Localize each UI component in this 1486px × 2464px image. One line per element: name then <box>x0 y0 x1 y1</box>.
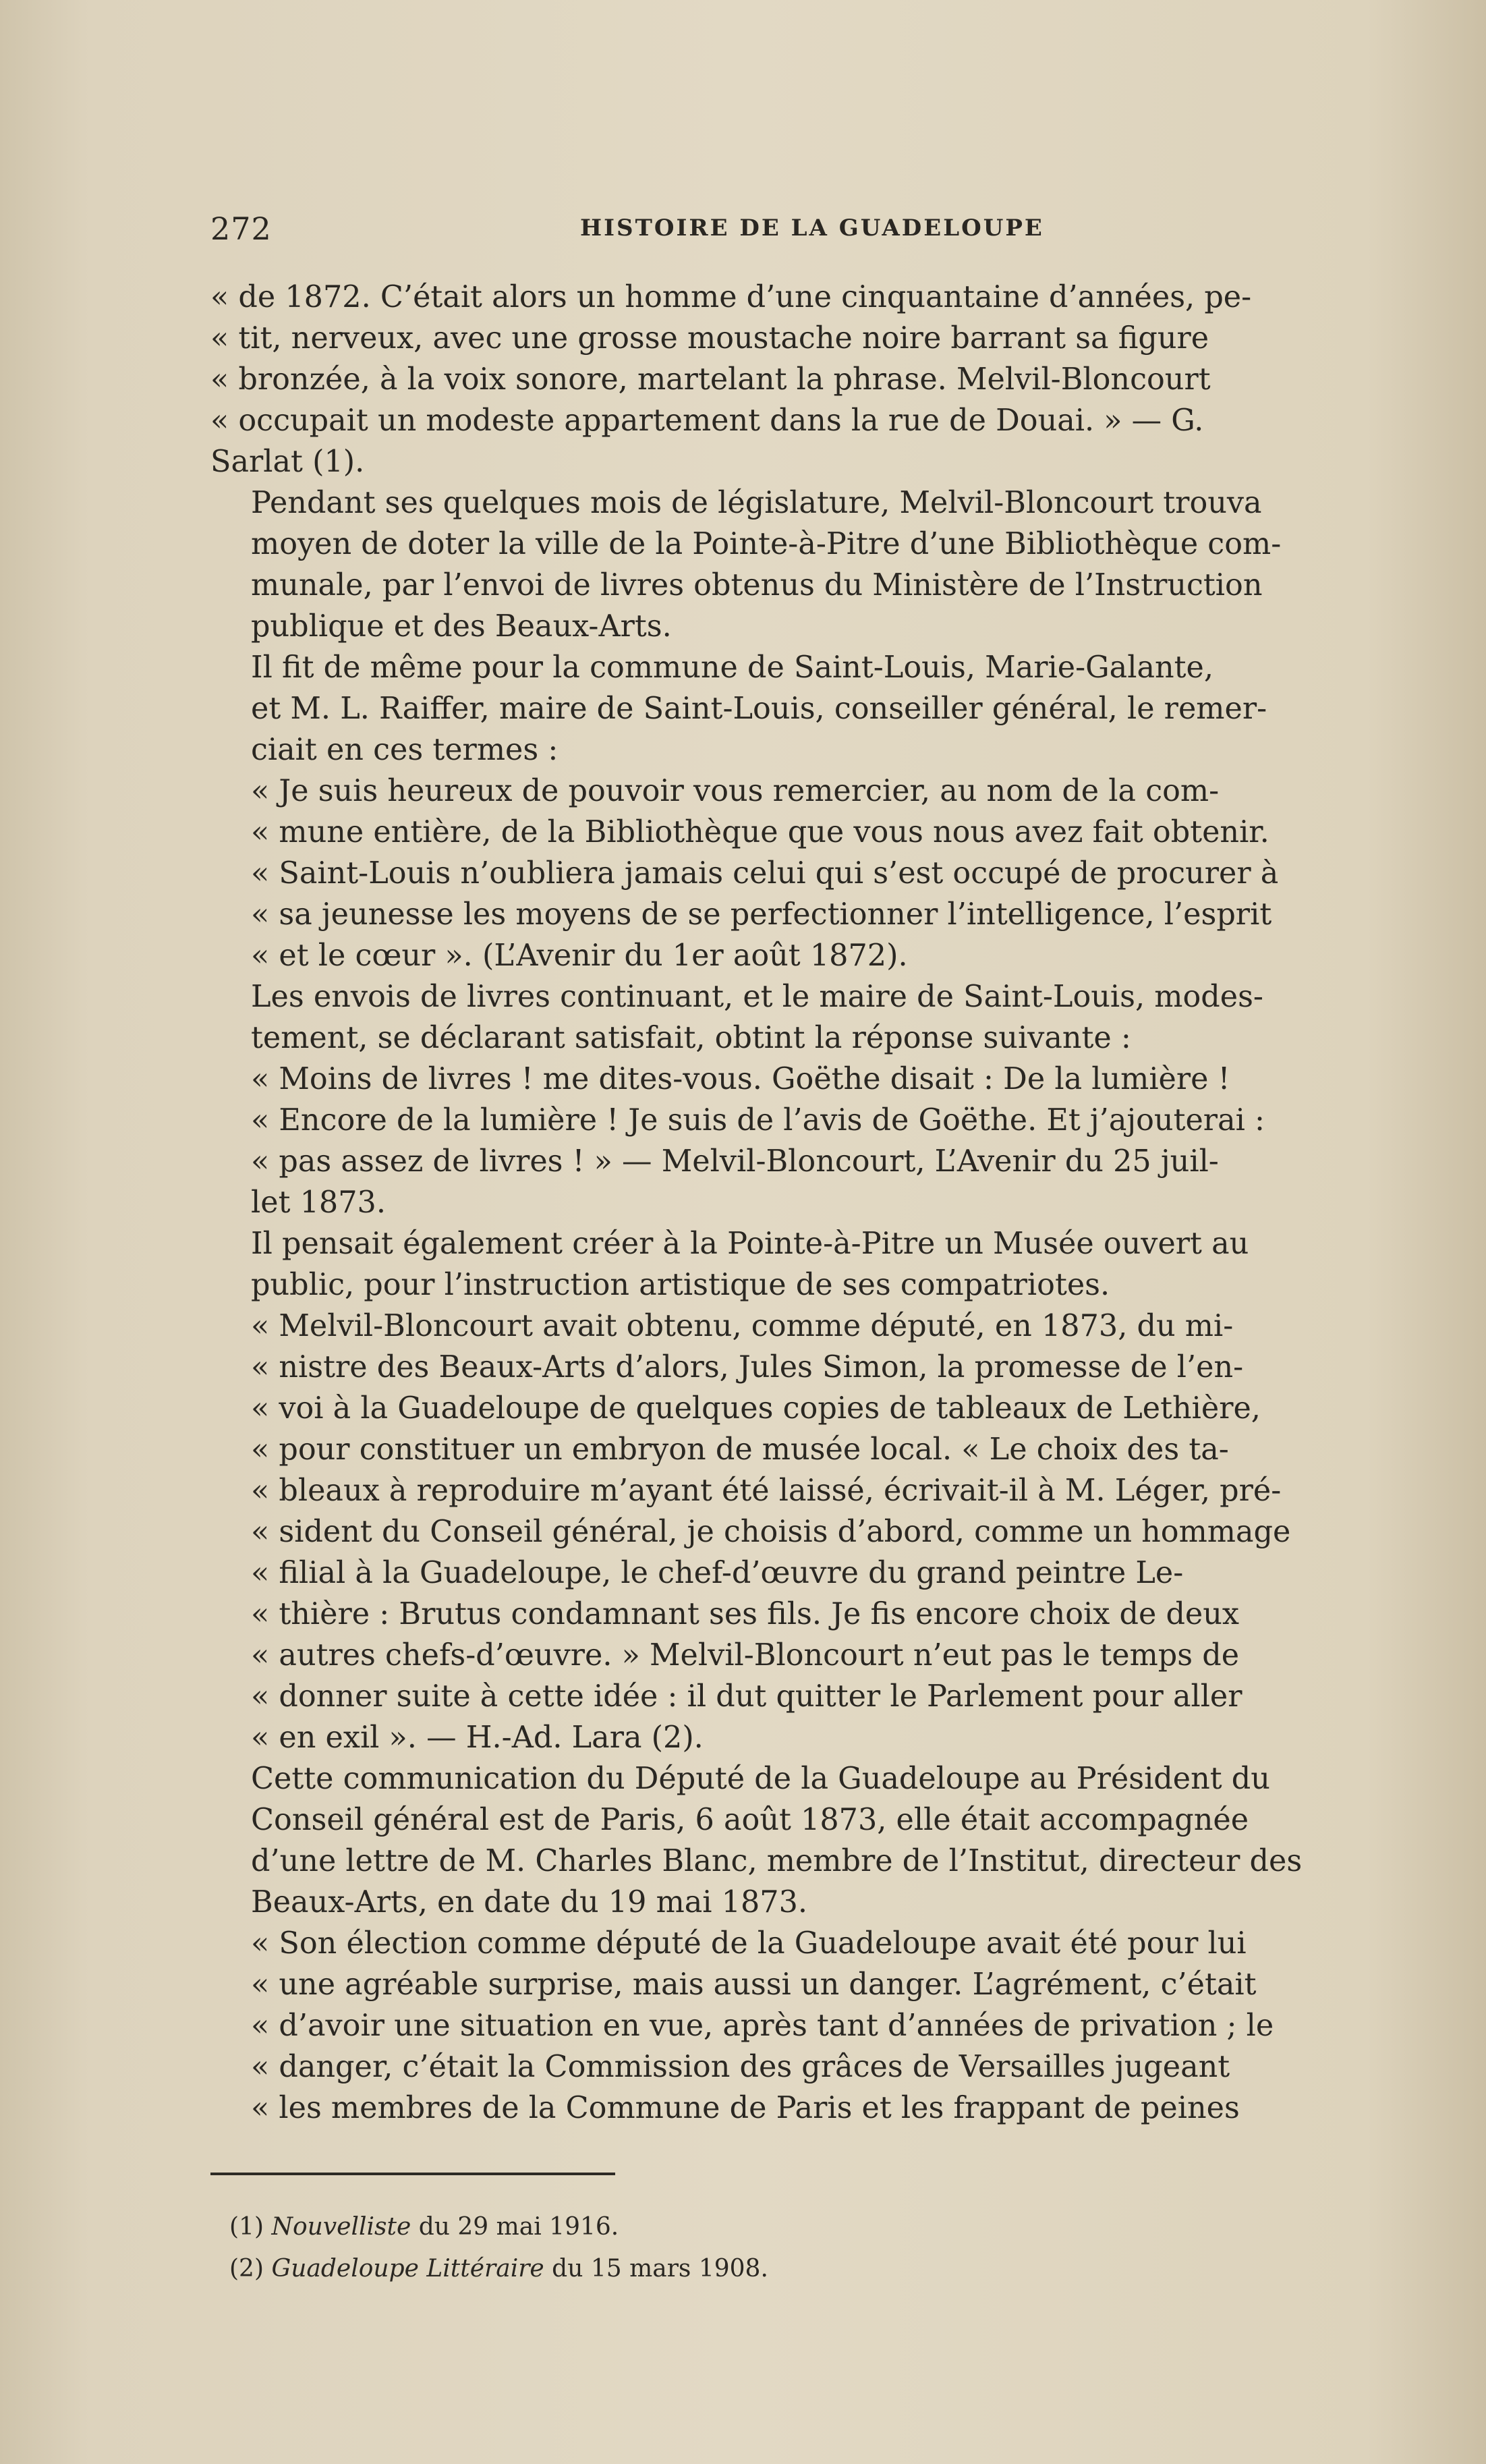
footnote-number: (1) <box>229 2213 264 2241</box>
paragraph-9 <box>210 1758 1418 1923</box>
footnote-source: Guadeloupe Littéraire <box>271 2255 544 2283</box>
paragraph-7 <box>210 1223 1418 1306</box>
text-line: Beaux-Arts, en date du 19 mai 1873. <box>251 1885 808 1920</box>
text-line: « thière : Brutus condamnant ses fils. Je fis encore choix de deux <box>251 1597 1240 1631</box>
text-line: « une agréable surprise, mais aussi un danger. L’agrément, c’était <box>251 1967 1257 2002</box>
text-line: « occupait un modeste appartement dans la rue de Douai. » — G. <box>210 403 1204 438</box>
footnote-2 <box>229 2248 1376 2290</box>
text-line: d’une lettre de M. Charles Blanc, membre de l’Institut, directeur des <box>251 1844 1303 1878</box>
text-line: « pas assez de livres ! » — Melvil-Bloncourt, L’Avenir du 25 juil- <box>251 1144 1219 1179</box>
text-line: « sa jeunesse les moyens de se perfectionner l’intelligence, l’esprit <box>251 897 1272 932</box>
text-line: ciait en ces termes : <box>251 733 559 767</box>
text-line: « nistre des Beaux-Arts d’alors, Jules Simon, la promesse de l’en- <box>251 1350 1244 1384</box>
text-line: « donner suite à cette idée : il dut quitter le Parlement pour aller <box>251 1679 1242 1714</box>
text-line: « filial à la Guadeloupe, le chef-d’œuvre du grand peintre Le- <box>251 1556 1184 1590</box>
text-line: et M. L. Raiffer, maire de Saint-Louis, conseiller général, le remer- <box>251 692 1267 726</box>
paragraph-1 <box>210 277 1418 482</box>
page-header <box>210 211 1418 251</box>
text-line: Pendant ses quelques mois de législature, Melvil-Bloncourt trouva <box>251 486 1262 520</box>
paragraph-2 <box>210 482 1418 647</box>
text-line: « danger, c’était la Commission des grâces de Versailles jugeant <box>251 2050 1230 2084</box>
text-line: « Melvil-Bloncourt avait obtenu, comme député, en 1873, du mi- <box>251 1309 1234 1343</box>
text-line: Cette communication du Député de la Guadeloupe au Président du <box>251 1762 1270 1796</box>
text-line: « les membres de la Commune de Paris et les frappant de peines <box>251 2091 1240 2125</box>
text-line: « voi à la Guadeloupe de quelques copies de tableaux de Lethière, <box>251 1391 1261 1426</box>
footnote-text: du 29 mai 1916. <box>411 2213 619 2241</box>
text-line: « et le cœur ». (L’Avenir du 1er août 1872). <box>251 939 908 973</box>
footnote-text: du 15 mars 1908. <box>544 2255 768 2283</box>
text-line: « Moins de livres ! me dites-vous. Goëthe disait : De la lumière ! <box>251 1062 1230 1096</box>
footnote-source: Nouvelliste <box>271 2213 411 2241</box>
text-line: Les envois de livres continuant, et le maire de Saint-Louis, modes- <box>251 980 1263 1014</box>
text-line: Conseil général est de Paris, 6 août 1873, elle était accompagnée <box>251 1803 1249 1837</box>
text-line: « pour constituer un embryon de musée local. « Le choix des ta- <box>251 1432 1229 1467</box>
text-line: « de 1872. C’était alors un homme d’une cinquantaine d’années, pe- <box>210 280 1252 314</box>
paragraph-3 <box>210 647 1418 771</box>
text-line: tement, se déclarant satisfait, obtint la réponse suivante : <box>251 1021 1131 1055</box>
text-line: « Son élection comme député de la Guadeloupe avait été pour lui <box>251 1926 1247 1961</box>
text-line: Il fit de même pour la commune de Saint-Louis, Marie-Galante, <box>251 650 1213 685</box>
page-number: 272 <box>210 211 272 247</box>
footnote-1 <box>229 2206 1376 2248</box>
footnote-rule <box>210 2173 615 2175</box>
footnote-number: (2) <box>229 2255 264 2283</box>
text-line: munale, par l’envoi de livres obtenus du Ministère de l’Instruction <box>251 568 1263 603</box>
paragraph-5 <box>210 976 1418 1059</box>
paragraph-10 <box>210 1923 1418 2129</box>
text-line: « bronzée, à la voix sonore, martelant la phrase. Melvil-Bloncourt <box>210 362 1211 397</box>
paragraph-8 <box>210 1306 1418 1758</box>
text-line: « Je suis heureux de pouvoir vous remercier, au nom de la com- <box>251 774 1220 808</box>
text-line: « Saint-Louis n’oubliera jamais celui qui s’est occupé de procurer à <box>251 856 1279 891</box>
text-line: « bleaux à reproduire m’ayant été laissé, écrivait-il à M. Léger, pré- <box>251 1474 1282 1508</box>
text-line: moyen de doter la ville de la Pointe-à-Pitre d’une Bibliothèque com- <box>251 527 1282 561</box>
text-line: let 1873. <box>251 1185 386 1220</box>
footnotes <box>229 2206 1376 2290</box>
text-line: « en exil ». — H.-Ad. Lara (2). <box>251 1720 704 1755</box>
text-line: Sarlat (1). <box>210 445 365 479</box>
text-line: « d’avoir une situation en vue, après tant d’années de privation ; le <box>251 2009 1274 2043</box>
text-line: « Encore de la lumière ! Je suis de l’avis de Goëthe. Et j’ajouterai : <box>251 1103 1265 1138</box>
text-line: public, pour l’instruction artistique de ses compatriotes. <box>251 1268 1110 1302</box>
text-line: « mune entière, de la Bibliothèque que vous nous avez fait obtenir. <box>251 815 1269 849</box>
running-title: HISTOIRE DE LA GUADELOUPE <box>580 215 1044 242</box>
body-text <box>210 277 1418 2129</box>
text-line: « sident du Conseil général, je choisis d’abord, comme un hommage <box>251 1515 1291 1549</box>
text-line: « autres chefs-d’œuvre. » Melvil-Bloncourt n’eut pas le temps de <box>251 1638 1240 1673</box>
text-line: publique et des Beaux-Arts. <box>251 609 672 644</box>
text-line: « tit, nerveux, avec une grosse moustache noire barrant sa figure <box>210 321 1209 356</box>
paragraph-4 <box>210 771 1418 976</box>
paragraph-6 <box>210 1059 1418 1223</box>
text-line: Il pensait également créer à la Pointe-à-Pitre un Musée ouvert au <box>251 1227 1249 1261</box>
